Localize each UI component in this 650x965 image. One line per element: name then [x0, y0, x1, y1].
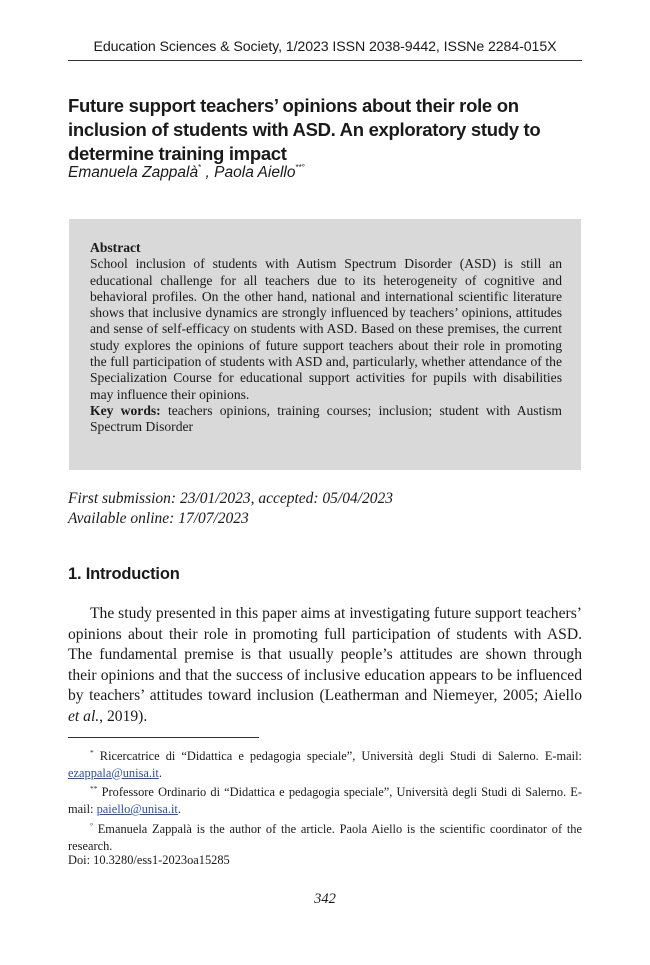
submission-dates: [68, 489, 393, 528]
abstract-text: School inclusion of students with Autism Spectrum Disorder (ASD) is still an educational challenge for all teachers due to its heterogeneity of cognitive and behavioral profiles. On the other hand, national and international scientific literature shows that inclusive dynamics are strongly influenced by teachers’ opinions, attitudes and sense of self-efficacy on students with ASD. Based on these premises, the current study explores the opinions of future support teachers about their role in promoting the full participation of students with ASD and, particularly, whether attendance of the Specialization Course for educational support activities for pupils with disabilities may influence their opinions.: [90, 256, 562, 402]
keywords-label: Key words:: [90, 402, 161, 418]
email-link[interactable]: ezappala@unisa.it: [68, 765, 159, 780]
intro-text-end: 2019).: [103, 707, 148, 725]
intro-paragraph: [68, 604, 582, 728]
footnote-mark: °: [90, 820, 93, 830]
author-name: Paola Aiello: [214, 164, 296, 181]
author-name: Emanuela Zappalà: [68, 164, 199, 181]
footnote-mark: *: [90, 748, 94, 757]
online-date: Available online: 17/07/2023: [68, 509, 249, 527]
footnote-text: Ricercatrice di “Didattica e pedagogia speciale”, Università degli Studi di Salerno. E-mail:: [93, 749, 582, 763]
author-line: [68, 163, 305, 182]
abstract-box: [69, 219, 581, 470]
author-separator: ,: [201, 164, 215, 181]
article-title: Future support teachers’ opinions about their role on inclusion of students with ASD. An exploratory study to determine training impact: [68, 95, 541, 164]
email-link[interactable]: paiello@unisa.it: [96, 802, 178, 817]
page-number: 342: [314, 891, 336, 907]
footnote: [68, 781, 582, 817]
header-divider: [68, 60, 582, 61]
author-footnote-mark: *: [198, 163, 202, 172]
footnotes: [68, 745, 582, 854]
footnote-mark: **: [90, 784, 98, 794]
abstract-heading: Abstract: [90, 240, 141, 255]
keywords-text: teachers opinions, training courses; inclusion; student with Austism Spectrum Disorder: [90, 402, 563, 435]
footnote: [68, 818, 582, 854]
intro-text: The study presented in this paper aims at investigating future support teachers’ opinions about their role in promoting full participation of students with ASD. The fundamental premise is that usually people’s attitudes are shown through their opinions and that the success of inclusive education appears to be influenced by teachers’ attitudes toward inclusion (Leatherman and Niemeyer, 2005; Aiello: [68, 605, 582, 705]
footnote-end: .: [158, 765, 162, 780]
footnote: [68, 745, 582, 781]
abstract-content: [90, 240, 562, 436]
footnote-end: .: [177, 802, 181, 817]
intro-italic: et al.,: [68, 707, 104, 725]
submission-date: First submission: 23/01/2023, accepted: 05/04/2023: [68, 490, 394, 507]
author-footnote-mark: **°: [295, 163, 305, 172]
footnote-divider: [68, 737, 259, 738]
section-heading: 1. Introduction: [68, 565, 180, 583]
journal-header: Education Sciences & Society, 1/2023 ISSN 2038-9442, ISSNe 2284-015X: [93, 39, 557, 55]
doi: Doi: 10.3280/ess1-2023oa15285: [68, 853, 230, 867]
footnote-text: Emanuela Zappalà is the author of the article. Paola Aiello is the scientific coordinator of the research.: [68, 821, 582, 853]
footnote-text: Professore Ordinario di “Didattica e pedagogia speciale”, Università degli Studi di Salerno. E-mail:: [68, 785, 582, 817]
